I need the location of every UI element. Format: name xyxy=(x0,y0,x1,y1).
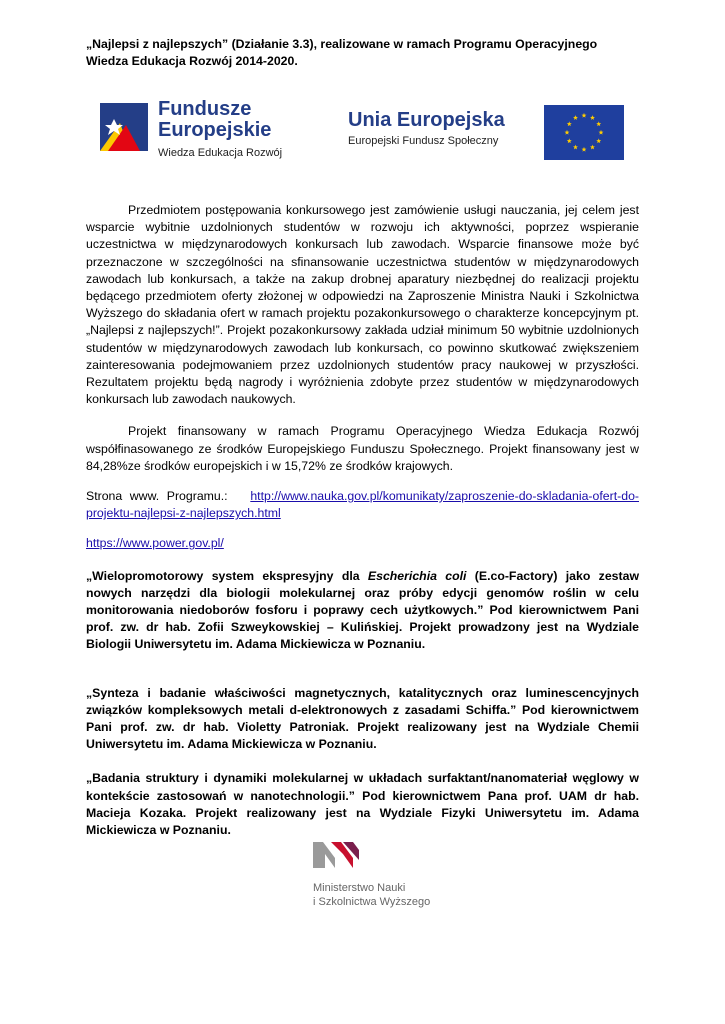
ministry-logo xyxy=(313,840,473,915)
eu-star-icon xyxy=(573,145,578,150)
project-3: „Badania struktury i dynamiki molekularnej w układach surfaktant/nanomateriał węglowy w kontekście zastosowań w nanotechnologii.” Pod kierownictwem Pana prof. UAM dr hab. Macieja Kozaka. Projekt realizowany jest na Wydziale Fizyki Uniwersytetu im. Adama Mickiewicza w Poznaniu. xyxy=(86,771,639,838)
fundusze-europejskie-logo xyxy=(100,95,310,165)
fe-line2: Europejskie xyxy=(158,119,272,141)
eu-star-icon xyxy=(582,147,587,152)
power-link[interactable]: https://www.power.gov.pl/ xyxy=(86,536,224,551)
page-title: „Najlepsi z najlepszych” (Działanie 3.3), realizowane w ramach Programu Operacyjnego Wiedza Edukacja Rozwój 2014-2020. xyxy=(86,37,598,68)
logo-bar xyxy=(100,85,630,165)
ue-title: Unia Europejska xyxy=(348,109,505,131)
program-link[interactable]: http://www.nauka.gov.pl/komunikaty/zaproszenie-do-skladania-ofert-do-projektu-najlepsi-z-najlepszych.html xyxy=(86,489,639,521)
eu-star-icon xyxy=(567,121,572,126)
project-1-pre: „Wielopromotorowy system ekspresyjny dla xyxy=(86,568,368,583)
project-2: „Synteza i badanie właściwości magnetycznych, katalitycznych oraz luminescencyjnych związków kompleksowych metali d-elektronowych z zasadami Schiffa.” Pod kierownictwem Pani prof. zw. dr hab. Violetty Patroniak. Projekt realizowany jest na Wydziale Chemii Uniwersytetu im. Adama Mickiewicza w Poznaniu. xyxy=(86,685,639,752)
paragraph-intro: Przedmiotem postępowania konkursowego jest zamówienie usługi nauczania, jej celem jest wsparcie wybitnie uzdolnionych studentów w rozwoju ich aktywności, poprzez wspieranie uczestnictwa w międzynarodowych konkursach lub zawodach. Wsparcie finansowe może być przeznaczone w szczególności na sfinansowanie uczestnictwa studentów w międzynarodowych zawodach lub konkursach, a także na zakup drobnej aparatury niezbędnej do realizacji projektu będącego przedmiotem oferty złożonej w odpowiedzi na Zaproszenie Ministra Nauki i Szkolnictwa Wyższego do składania ofert w ramach projektu pozakonkursowego o charakterze koncepcyjnym pt. „Najlepsi z najlepszych!”. Projekt pozakonkursowy zakłada udział minimum 50 wybitnie uzdolnionych studentów w międzynarodowych zawodach lub konkursach, co powinno skutkować zwiększeniem zainteresowania podejmowaniem przez uzdolnionych studentów pracy naukowej w przyszłości. Rezultatem projektu będą nagrody i wyróżnienia zdobyte przez studentów w międzynarodowych konkursach lub zawodach naukowych. xyxy=(86,203,639,407)
eu-star-icon xyxy=(596,138,601,143)
eu-star-icon xyxy=(590,115,595,120)
ministry-name xyxy=(313,881,430,909)
fe-title xyxy=(158,99,271,141)
unia-europejska-text xyxy=(348,109,505,147)
paragraph-financing: Projekt finansowany w ramach Programu Operacyjnego Wiedza Edukacja Rozwój współfinasowanego ze środków Europejskiego Funduszu Społecznego. Projekt finansowany jest w 84,28%ze środków europejskich i w 15,72% ze środków krajowych. xyxy=(86,424,639,473)
project-1-species: Escherichia coli xyxy=(367,568,467,583)
eu-star-icon xyxy=(582,113,587,118)
eu-star-icon xyxy=(590,145,595,150)
eu-star-icon xyxy=(565,130,570,135)
program-link-paragraph xyxy=(86,488,639,522)
eu-flag-icon xyxy=(544,105,624,160)
ministry-mark-icon xyxy=(313,840,363,868)
eu-star-icon xyxy=(567,138,572,143)
fe-line1: Fundusze xyxy=(158,98,252,120)
eu-star-icon xyxy=(599,130,604,135)
fundusze-europejskie-mark-icon xyxy=(100,103,148,151)
program-link-label: Strona www. Programu.: xyxy=(86,489,228,504)
eu-star-icon xyxy=(573,115,578,120)
ue-subtitle: Europejski Fundusz Społeczny xyxy=(348,135,499,147)
ministry-line1: Ministerstwo Nauki xyxy=(313,882,406,894)
ministry-line2: i Szkolnictwa Wyższego xyxy=(313,896,431,908)
document-body xyxy=(86,202,639,839)
power-link-paragraph xyxy=(86,535,639,552)
fe-subtitle: Wiedza Edukacja Rozwój xyxy=(158,147,283,159)
project-1 xyxy=(86,568,639,654)
eu-star-icon xyxy=(596,121,601,126)
project-1-post: (E.co-Factory) jako zestaw nowych narzędzi dla biologii molekularnej oraz próby edycji genomów roślin w celu monitorowania niedoborów fosforu i poprawy cech użytkowych.” Pod kierownictwem Pani prof. zw. dr hab. Zofii Szweykowskiej – Kulińskiej. Projekt prowadzony jest na Wydziale Biologii Uniwersytetu im. Adama Mickiewicza w Poznaniu. xyxy=(86,568,640,652)
